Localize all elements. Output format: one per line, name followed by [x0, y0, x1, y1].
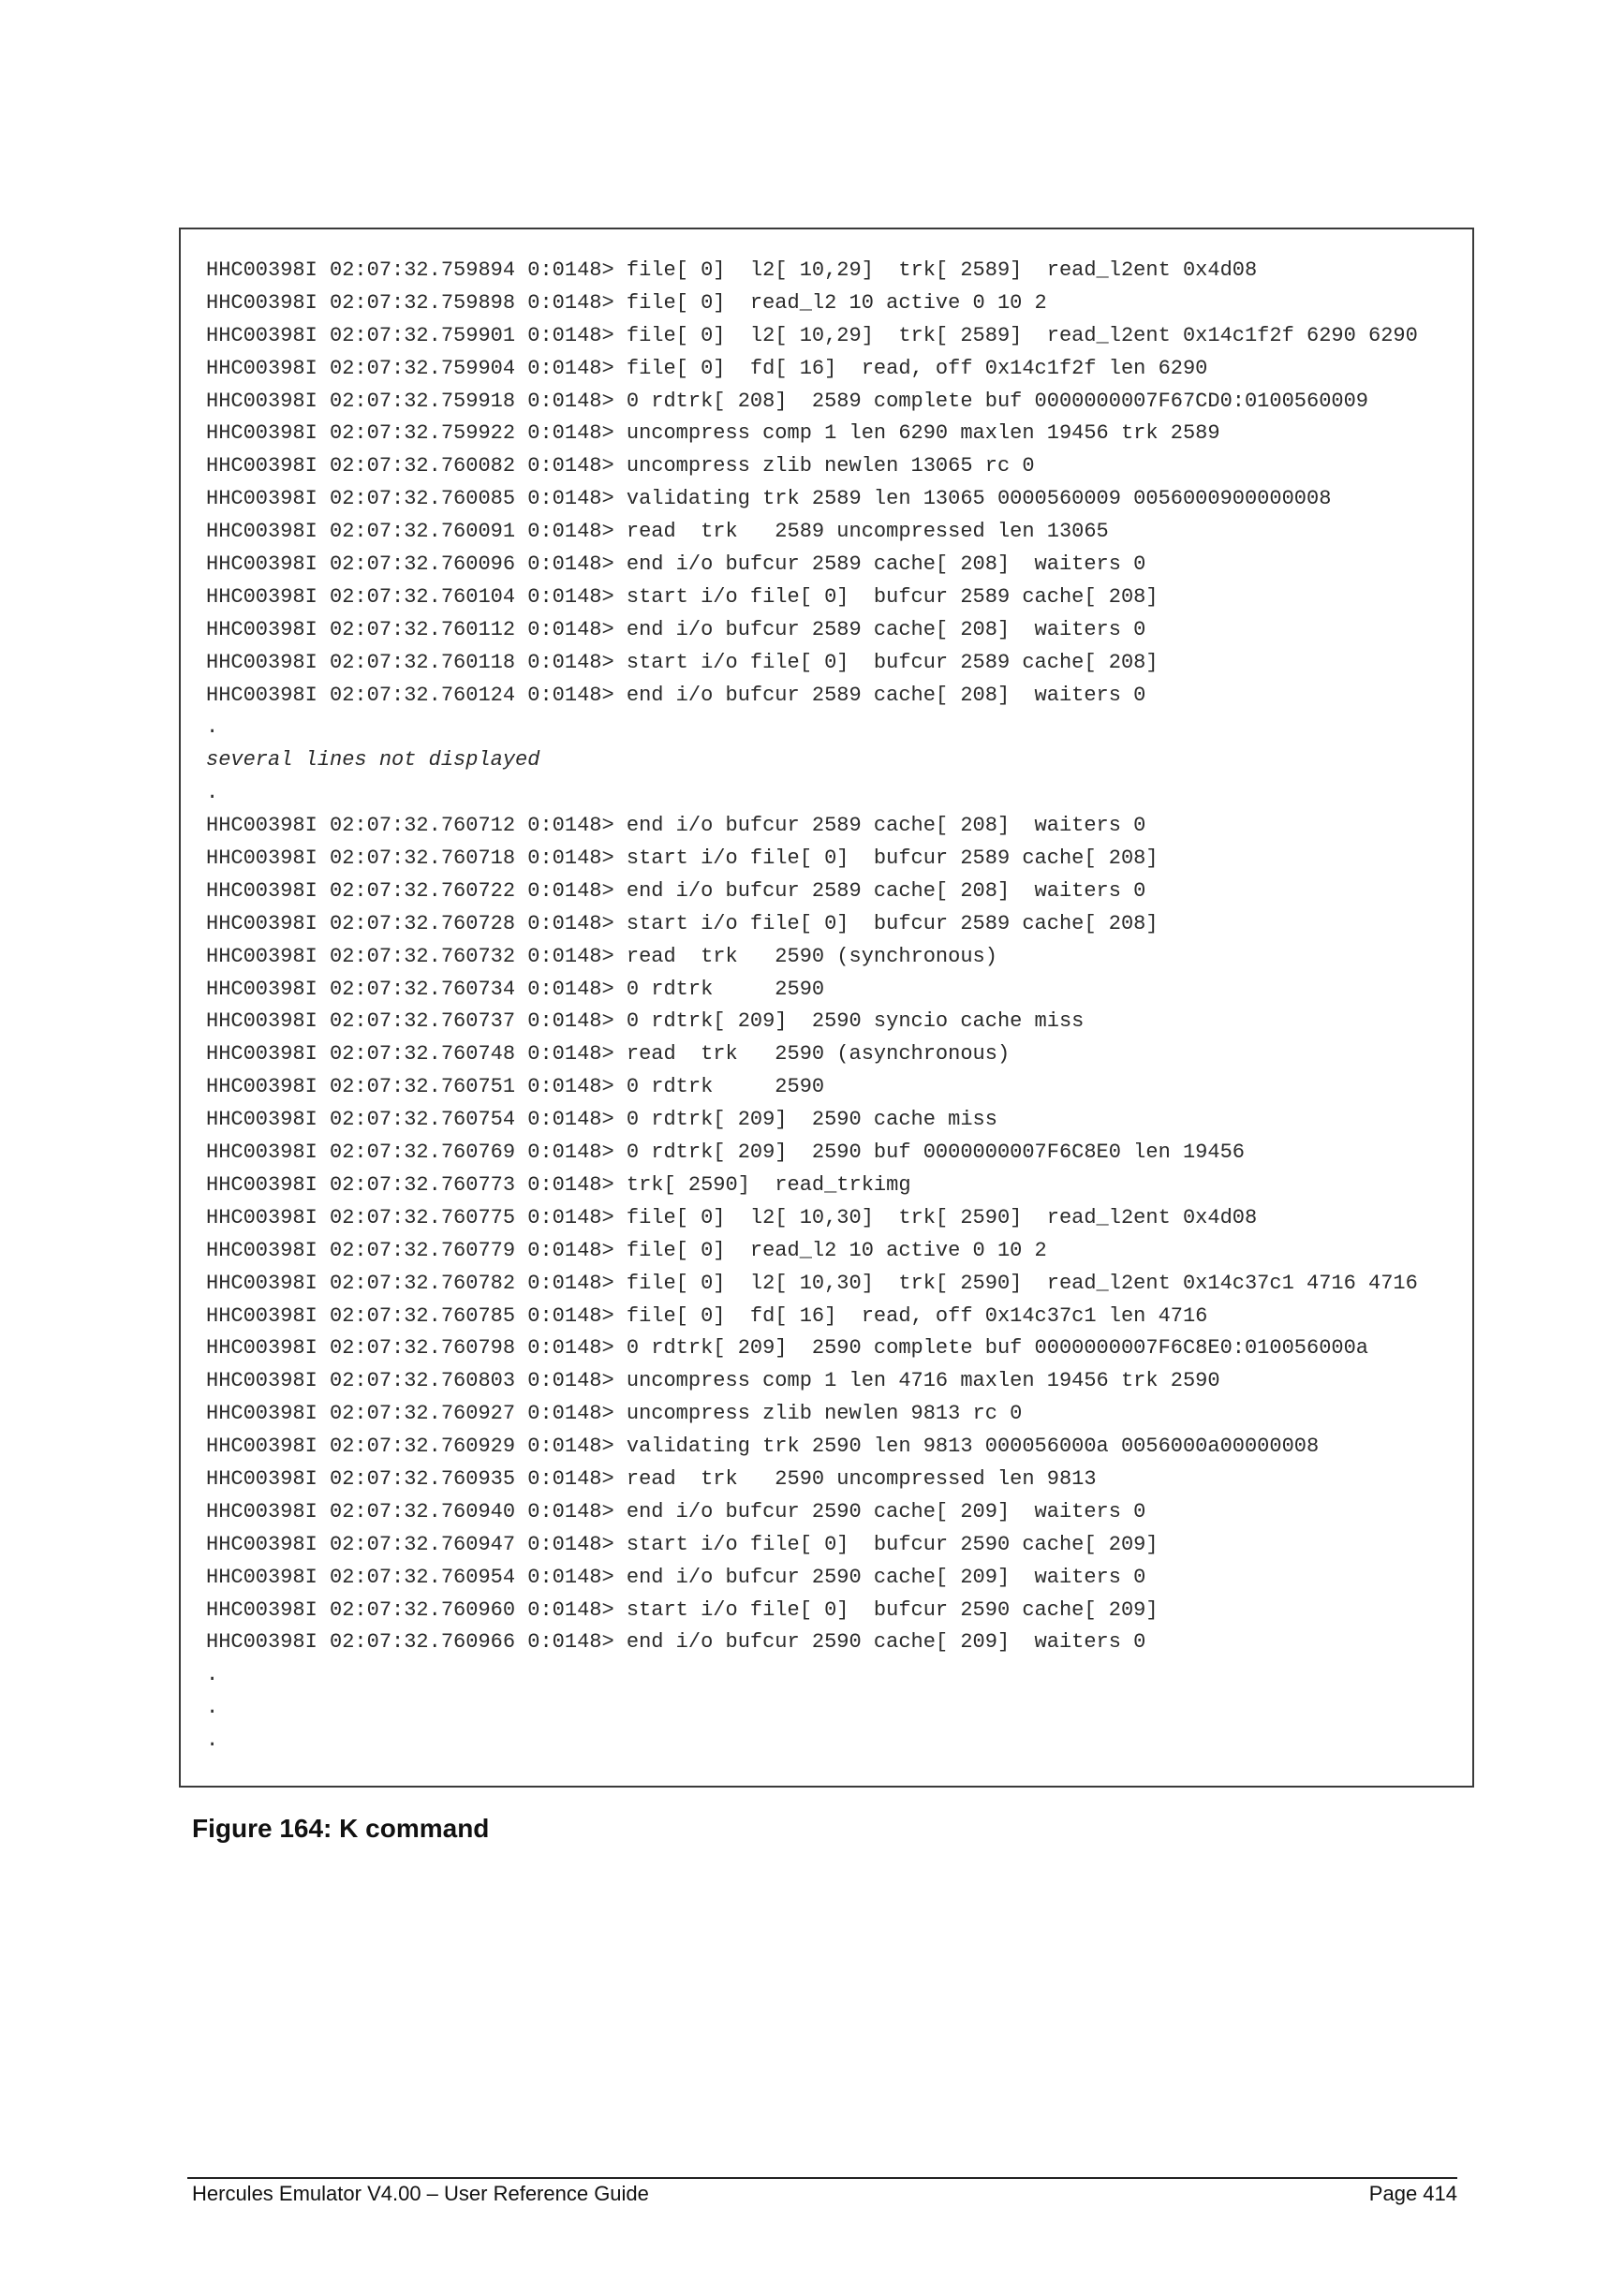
code-line: HHC00398I 02:07:32.760082 0:0148> uncompress zlib newlen 13065 rc 0: [206, 454, 1035, 478]
code-listing: [206, 255, 1418, 1758]
code-line: HHC00398I 02:07:32.760728 0:0148> start i/o file[ 0] bufcur 2589 cache[ 208]: [206, 911, 1159, 935]
code-line: HHC00398I 02:07:32.759904 0:0148> file[ 0] fd[ 16] read, off 0x14c1f2f len 6290: [206, 356, 1208, 380]
code-line: HHC00398I 02:07:32.760754 0:0148> 0 rdtrk[ 209] 2590 cache miss: [206, 1108, 997, 1132]
code-line: HHC00398I 02:07:32.760966 0:0148> end i/o bufcur 2590 cache[ 209] waiters 0: [206, 1630, 1146, 1655]
code-line: HHC00398I 02:07:32.760091 0:0148> read trk 2589 uncompressed len 13065: [206, 520, 1109, 544]
code-line: HHC00398I 02:07:32.760782 0:0148> file[ 0] l2[ 10,30] trk[ 2590] read_l2ent 0x14c37c1 4716 4716: [206, 1271, 1418, 1295]
code-line: HHC00398I 02:07:32.760769 0:0148> 0 rdtrk[ 209] 2590 buf 0000000007F6C8E0 len 19456: [206, 1141, 1245, 1165]
code-line: HHC00398I 02:07:32.760085 0:0148> validating trk 2589 len 13065 0000560009 0056000900000008: [206, 487, 1332, 511]
code-line: .: [206, 715, 219, 740]
code-line: HHC00398I 02:07:32.760104 0:0148> start i/o file[ 0] bufcur 2589 cache[ 208]: [206, 584, 1159, 609]
code-line: HHC00398I 02:07:32.760779 0:0148> file[ 0] read_l2 10 active 0 10 2: [206, 1238, 1047, 1262]
code-line: HHC00398I 02:07:32.760773 0:0148> trk[ 2590] read_trkimg: [206, 1172, 911, 1197]
code-line: HHC00398I 02:07:32.760927 0:0148> uncompress zlib newlen 9813 rc 0: [206, 1402, 1023, 1426]
code-line: HHC00398I 02:07:32.760096 0:0148> end i/o bufcur 2589 cache[ 208] waiters 0: [206, 552, 1146, 577]
code-line: HHC00398I 02:07:32.760935 0:0148> read trk 2590 uncompressed len 9813: [206, 1466, 1097, 1491]
code-line: HHC00398I 02:07:32.760712 0:0148> end i/o bufcur 2589 cache[ 208] waiters 0: [206, 814, 1146, 838]
code-line: HHC00398I 02:07:32.759894 0:0148> file[ 0] l2[ 10,29] trk[ 2589] read_l2ent 0x4d08: [206, 258, 1258, 282]
code-line: .: [206, 1729, 219, 1753]
code-line: HHC00398I 02:07:32.760929 0:0148> validating trk 2590 len 9813 000056000a 0056000a00000008: [206, 1435, 1320, 1459]
code-listing-box: [179, 228, 1474, 1788]
code-line: HHC00398I 02:07:32.760798 0:0148> 0 rdtrk[ 209] 2590 complete buf 0000000007F6C8E0:010056000a: [206, 1336, 1369, 1361]
footer-page-number: Page 414: [1368, 2182, 1457, 2205]
code-line: .: [206, 1663, 219, 1687]
code-line: HHC00398I 02:07:32.760732 0:0148> read trk 2590 (synchronous): [206, 944, 997, 968]
code-line: HHC00398I 02:07:32.760722 0:0148> end i/o bufcur 2589 cache[ 208] waiters 0: [206, 878, 1146, 903]
code-line: HHC00398I 02:07:32.760751 0:0148> 0 rdtrk 2590: [206, 1075, 825, 1099]
code-line: HHC00398I 02:07:32.760718 0:0148> start i/o file[ 0] bufcur 2589 cache[ 208]: [206, 846, 1159, 871]
code-line: HHC00398I 02:07:32.760734 0:0148> 0 rdtrk 2590: [206, 977, 825, 1001]
code-line: HHC00398I 02:07:32.760124 0:0148> end i/o bufcur 2589 cache[ 208] waiters 0: [206, 683, 1146, 707]
code-line: HHC00398I 02:07:32.759898 0:0148> file[ 0] read_l2 10 active 0 10 2: [206, 290, 1047, 315]
code-line: HHC00398I 02:07:32.760954 0:0148> end i/o bufcur 2590 cache[ 209] waiters 0: [206, 1565, 1146, 1589]
code-line: several lines not displayed: [206, 748, 540, 773]
figure-caption: Figure 164: K command: [192, 1814, 490, 1843]
footer-divider: [187, 2177, 1457, 2179]
code-line: HHC00398I 02:07:32.760960 0:0148> start i/o file[ 0] bufcur 2590 cache[ 209]: [206, 1597, 1159, 1622]
code-line: HHC00398I 02:07:32.759922 0:0148> uncompress comp 1 len 6290 maxlen 19456 trk 2589: [206, 421, 1220, 446]
code-line: HHC00398I 02:07:32.760947 0:0148> start i/o file[ 0] bufcur 2590 cache[ 209]: [206, 1532, 1159, 1556]
code-line: .: [206, 1696, 219, 1720]
code-line: HHC00398I 02:07:32.760112 0:0148> end i/o bufcur 2589 cache[ 208] waiters 0: [206, 617, 1146, 641]
code-line: .: [206, 781, 219, 805]
footer-document-title: Hercules Emulator V4.00 – User Reference Guide: [192, 2182, 649, 2205]
code-line: HHC00398I 02:07:32.760803 0:0148> uncompress comp 1 len 4716 maxlen 19456 trk 2590: [206, 1369, 1220, 1393]
code-line: HHC00398I 02:07:32.760748 0:0148> read trk 2590 (asynchronous): [206, 1042, 1011, 1067]
code-line: HHC00398I 02:07:32.759901 0:0148> file[ 0] l2[ 10,29] trk[ 2589] read_l2ent 0x14c1f2f 6290 6290: [206, 323, 1418, 347]
code-line: HHC00398I 02:07:32.760118 0:0148> start i/o file[ 0] bufcur 2589 cache[ 208]: [206, 650, 1159, 674]
code-line: HHC00398I 02:07:32.760775 0:0148> file[ 0] l2[ 10,30] trk[ 2590] read_l2ent 0x4d08: [206, 1205, 1258, 1229]
code-line: HHC00398I 02:07:32.760737 0:0148> 0 rdtrk[ 209] 2590 syncio cache miss: [206, 1009, 1085, 1034]
code-line: HHC00398I 02:07:32.760785 0:0148> file[ 0] fd[ 16] read, off 0x14c37c1 len 4716: [206, 1303, 1208, 1328]
code-line: HHC00398I 02:07:32.759918 0:0148> 0 rdtrk[ 208] 2589 complete buf 0000000007F67CD0:0100560009: [206, 389, 1369, 413]
code-line: HHC00398I 02:07:32.760940 0:0148> end i/o bufcur 2590 cache[ 209] waiters 0: [206, 1499, 1146, 1523]
